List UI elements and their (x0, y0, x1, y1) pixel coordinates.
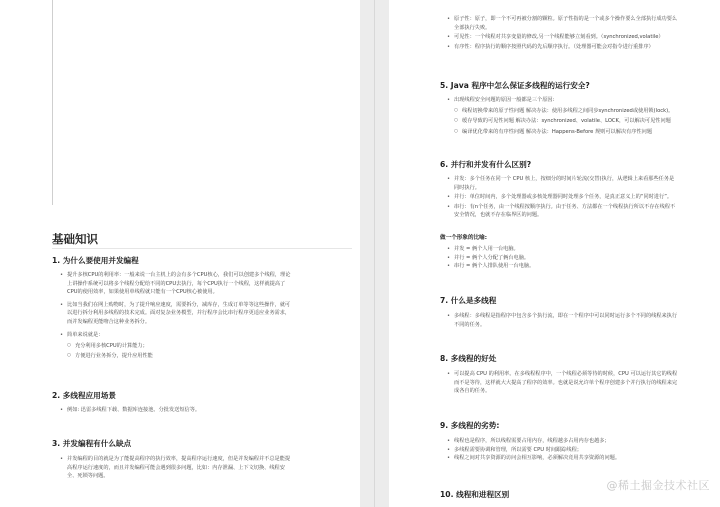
right-page (389, 0, 720, 507)
list-item: • 并发 = 俩个人用一台电脑。 (445, 245, 720, 254)
section-title: 基础知识 (52, 232, 98, 246)
q7-title: 7. 什么是多线程 (440, 296, 497, 305)
q6-title: 6. 并行和并发有什么区别? (440, 160, 532, 169)
section-divider (52, 248, 352, 249)
example-list (445, 245, 720, 271)
list-item: ○ 充分利用多核CPU的计算能力； (58, 342, 358, 351)
list-item: • 并发：多个任务在同一个 CPU 核上，按细分的时间片轮流(交替)执行，从逻辑上来看那些任务是 同时执行。 (445, 175, 720, 192)
q3-list (58, 455, 358, 481)
list-item: • 并行：单位时间内，多个处理器或多核处理器同时处理多个任务，是真正意义上的“同时进行”。 (445, 193, 720, 202)
top-list (445, 15, 720, 51)
q9-title: 9. 多线程的劣势: (440, 421, 500, 430)
list-item: • 有序性：程序执行的顺序按照代码的先后顺序执行。（处理器可能会对指令进行重排序） (445, 43, 720, 52)
q2-list (58, 406, 358, 415)
list-item: • 可以提高 CPU 的利用率。在多线程程序中，一个线程必须等待的时候，CPU 可以运行其它的线程 而不是等待，这样就大大提高了程序的效率。也就是说允许单个程序创建多个并行执行的线程来完 成各自的任务。 (445, 370, 720, 396)
left-margin-line (52, 0, 53, 205)
list-item: ○ 方便进行业务拆分，提升应用性能 (58, 352, 358, 361)
q1-title: 1. 为什么要使用并发编程 (52, 256, 139, 265)
list-item: • 出现线程安全问题的原因一般都是三个原因: (445, 96, 720, 105)
list-item: • 线程也是程序，所以线程需要占用内存，线程越多占用内存也越多； (445, 437, 720, 446)
list-item: • 例如: 迅雷多线程下载、数据库连接池、分批发送短信等。 (58, 406, 358, 415)
list-item: • 可见性：一个线程对共享变量的修改,另一个线程能够立刻看到。（synchronized,volatile） (445, 33, 720, 42)
q3-title: 3. 并发编程有什么缺点 (52, 439, 132, 448)
q2-title: 2. 多线程应用场景 (52, 391, 116, 400)
q5-title: 5. Java 程序中怎么保证多线程的运行安全? (440, 81, 590, 90)
list-item: • 多线程需要协调和管理，所以需要 CPU 时间跟踪线程； (445, 446, 720, 455)
list-item: ○ 编译优化带来的有序性问题 解决办法：Happens-Before 规则可以解决有序性问题 (445, 128, 720, 137)
q10-title: 10. 线程和进程区别 (440, 490, 510, 499)
list-item: • 多线程：多线程是指程序中包含多个执行流，即在一个程序中可以同时运行多个不同的线程来执行 不同的任务。 (445, 312, 720, 329)
list-item: • 并发编程的目的就是为了能提高程序的执行效率，提高程序运行速度，但是并发编程并不总是能提 高程序运行速度的，而且并发编程可能会遇到很多问题，比如：内存泄漏、上下文切换、线程安 全、死锁等问题。 (58, 455, 358, 481)
q6-list (445, 175, 720, 220)
page-gap-divider (374, 0, 375, 507)
q8-title: 8. 多线程的好处 (440, 354, 497, 363)
list-item: • 串行 = 俩个人排队使用一台电脑。 (445, 262, 720, 271)
list-item: • 原子性：原子，即一个不可再被分割的颗粒。原子性指的是一个或多个操作要么全部执行成功要么 全部执行失败。 (445, 15, 720, 32)
q7-list (445, 312, 720, 329)
list-item: • 提升多核CPU的利用率：一般来说一台主机上的会有多个CPU核心，我们可以创建多个线程，理论 上讲操作系统可以将多个线程分配给不同的CPU去执行，每个CPU执行一个线程，这样就提高了 CPU的使用效率，如果使用单线程就只能有一个CPU核心被使用。 (58, 271, 358, 297)
list-item: • 比如当我们在网上购物时，为了提升响应速度，需要拆分，减库存，生成订单等等这些操作，就可 以进行拆分利用多线程的技术完成。面对复杂业务模型，并行程序会比串行程序更适应业务需求， 而并发编程更能吻合这种业务拆分。 (58, 301, 358, 327)
q8-list (445, 370, 720, 396)
example-title: 做一个形象的比喻: (440, 235, 487, 241)
q1-list (58, 271, 358, 360)
q9-list (445, 437, 720, 463)
list-item: • 并行 = 俩个人分配了俩台电脑。 (445, 254, 720, 263)
list-item: • 线程之间对共享资源的访问会相互影响，必须解决竞用共享资源的问题。 (445, 454, 720, 463)
q5-list (445, 96, 720, 136)
list-item: • 简单来说就是： (58, 331, 358, 340)
list-item: ○ 缓存导致的可见性问题 解决办法：synchronized、volatile、LOCK，可以解决可见性问题 (445, 117, 720, 126)
list-item: ○ 线程切换带来的原子性问题 解决办法：使用多线程之间同步synchronized或使用锁(lock)。 (445, 107, 720, 116)
list-item: • 串行：有n个任务，由一个线程按顺序执行。由于任务、方法都在一个线程执行所以不存在线程不 安全情况，也就不存在临界区的问题。 (445, 203, 720, 220)
watermark: @稀土掘金技术社区 (606, 479, 710, 492)
